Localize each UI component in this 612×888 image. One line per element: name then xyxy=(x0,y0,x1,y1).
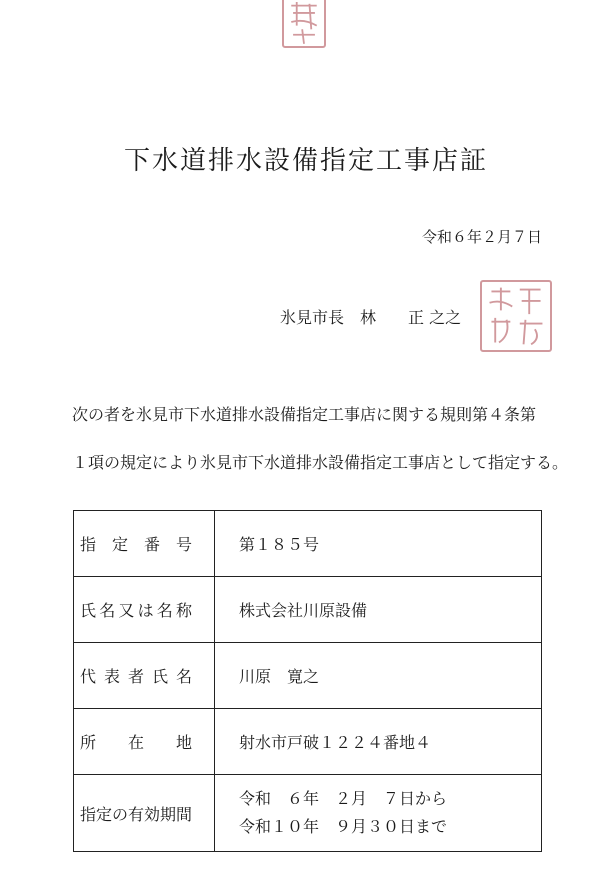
table-row xyxy=(74,709,542,775)
table-row xyxy=(74,511,542,577)
name-label: 氏名又は名称 xyxy=(80,601,192,620)
mayor-seal-stamp xyxy=(480,280,552,352)
representative-label: 代表者氏名 xyxy=(80,667,192,686)
designation-number-label: 指定番号 xyxy=(80,535,192,554)
designation-table xyxy=(73,510,542,852)
address-label: 所在地 xyxy=(80,733,192,752)
validity-period-to: 令和１０年 ９月３０日まで xyxy=(239,817,448,836)
body-text-line-1: 次の者を氷見市下水道排水設備指定工事店に関する規則第４条第 xyxy=(72,405,537,424)
validity-period-value xyxy=(215,775,542,852)
representative-value: 川原 寛之 xyxy=(215,643,542,709)
top-seal-stamp xyxy=(282,0,326,48)
issuer-name: 氷見市長 林 正 之之 xyxy=(280,308,462,327)
validity-period-label: 指定の有効期間 xyxy=(80,804,193,824)
body-text-line-2: １項の規定により氷見市下水道排水設備指定工事店として指定する。 xyxy=(72,453,569,472)
name-value: 株式会社川原設備 xyxy=(215,577,542,643)
issue-date: 令和６年２月７日 xyxy=(421,228,542,246)
address-value: 射水市戸破１２２４番地４ xyxy=(215,709,542,775)
validity-period-from: 令和 ６年 ２月 ７日から xyxy=(239,789,448,808)
seal-mark-icon xyxy=(284,0,324,46)
table-row xyxy=(74,643,542,709)
seal-mark-icon xyxy=(482,282,550,350)
document-title: 下水道排水設備指定工事店証 xyxy=(123,146,488,176)
table-row xyxy=(74,775,542,852)
table-row xyxy=(74,577,542,643)
designation-number-value: 第１８５号 xyxy=(215,511,542,577)
